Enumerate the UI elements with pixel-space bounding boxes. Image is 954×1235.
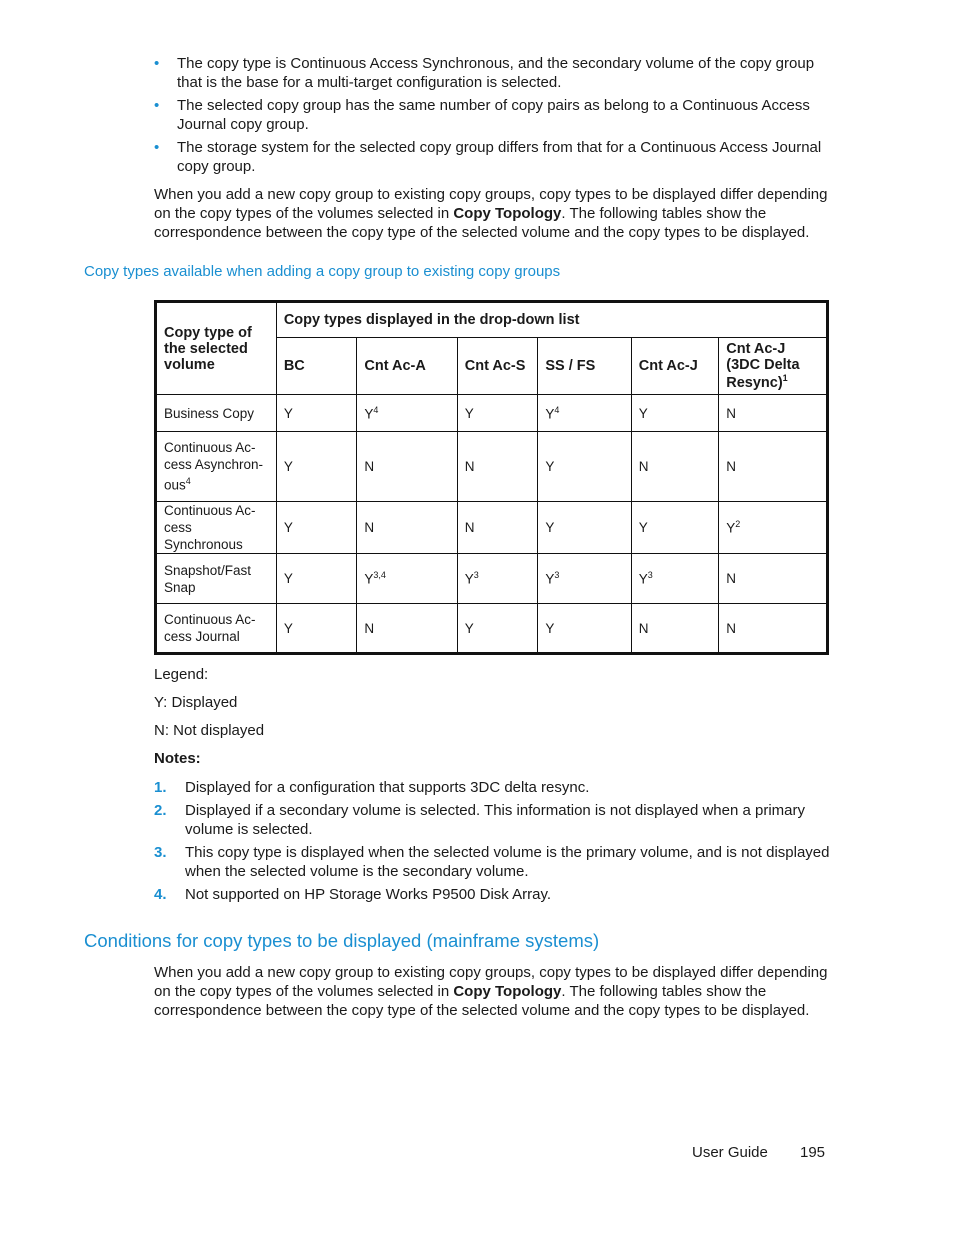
row-label: Continuous Ac-cess Journal	[156, 604, 277, 654]
column-header: Cnt Ac-S	[457, 338, 538, 395]
bullet-list	[154, 54, 834, 180]
table-cell: Y	[276, 502, 357, 554]
section-heading: Conditions for copy types to be displayed (mainframe systems)	[84, 930, 600, 951]
row-label: Continuous Ac-cess Synchronous	[156, 502, 277, 554]
table-cell: Y	[538, 432, 631, 502]
table-cell: Y	[538, 604, 631, 654]
table-cell: Y	[276, 432, 357, 502]
bullet-item: • The storage system for the selected copy group differs from that for a Continuous Access Journal copy group.	[154, 139, 822, 175]
table-cell: Y	[457, 395, 538, 432]
note-item: 2. Displayed if a secondary volume is selected. This information is not displayed when a primary volume is selected.	[154, 802, 806, 838]
footer-guide: User Guide	[692, 1144, 768, 1161]
table-heading: Copy types available when adding a copy group to existing copy groups	[84, 263, 561, 280]
table-cell: N	[357, 604, 457, 654]
note-item: 3. This copy type is displayed when the selected volume is the primary volume, and is not displayed when the selected volume is the secondary volume.	[154, 844, 830, 880]
table-cell: N	[631, 432, 719, 502]
table-cell: N	[631, 604, 719, 654]
table-cell: Y	[276, 554, 357, 604]
table-cell: Y	[276, 395, 357, 432]
note-item: 4. Not supported on HP Storage Works P9500 Disk Array.	[154, 886, 552, 903]
column-header: SS / FS	[538, 338, 631, 395]
corner-header: Copy type of the selected volume	[156, 302, 277, 395]
table-row	[156, 395, 828, 432]
intro-paragraph: When you add a new copy group to existing copy groups, copy types to be displayed differ depending on the copy types of the volumes selected in Copy Topology. The following tables show the correspondence between the copy type of the selected volume and the copy types to be displayed.	[154, 186, 828, 241]
table-row	[156, 502, 828, 554]
table-cell: $Y^4$	[357, 395, 457, 432]
column-header: Cnt Ac-A	[357, 338, 457, 395]
table-cell: N	[719, 395, 828, 432]
legend-y: Y: Displayed	[154, 694, 238, 711]
bullet-icon: •	[154, 55, 160, 72]
table-cell: $Y^3$	[538, 554, 631, 604]
column-header: BC	[276, 338, 357, 395]
table-cell: Y	[538, 502, 631, 554]
table-row	[156, 604, 828, 654]
note-item: 1. Displayed for a configuration that supports 3DC delta resync.	[154, 779, 590, 796]
bullet-icon: •	[154, 139, 160, 156]
column-header: Cnt Ac-J (3DC Delta Resync)$^1$	[719, 338, 828, 395]
table-cell: N	[357, 502, 457, 554]
table-cell: N	[719, 432, 828, 502]
table-cell: N	[457, 432, 538, 502]
row-label: Continuous Ac-cess Asynchron-ous$^4$	[156, 432, 277, 502]
table-cell: $Y^3$	[631, 554, 719, 604]
table-cell: Y	[457, 604, 538, 654]
row-label: Business Copy	[156, 395, 277, 432]
group-header: Copy types displayed in the drop-down list	[276, 302, 827, 338]
legend-title: Legend:	[154, 666, 209, 683]
table-row	[156, 554, 828, 604]
row-label: Snapshot/Fast Snap	[156, 554, 277, 604]
legend	[154, 665, 264, 768]
table-cell: N	[719, 554, 828, 604]
table-cell: N	[719, 604, 828, 654]
table-cell: Y	[631, 395, 719, 432]
notes-title: Notes:	[154, 750, 201, 767]
table-cell: Y	[631, 502, 719, 554]
section-paragraph: When you add a new copy group to existing copy groups, copy types to be displayed differ depending on the copy types of the volumes selected in Copy Topology. The following tables show the correspondence between the copy type of the selected volume and the copy types to be displayed.	[154, 964, 828, 1019]
copy-types-table	[154, 300, 829, 655]
table-cell: Y	[276, 604, 357, 654]
table-cell: N	[457, 502, 538, 554]
table-cell: $Y^2$	[719, 502, 828, 554]
page-number: 195	[800, 1144, 826, 1161]
table-row	[156, 432, 828, 502]
table-cell: Y$^{3,4}$	[357, 554, 457, 604]
legend-n: N: Not displayed	[154, 722, 265, 739]
bullet-item: • The selected copy group has the same number of copy pairs as belong to a Continuous Access Journal copy group.	[154, 97, 810, 133]
column-header: Cnt Ac-J	[631, 338, 719, 395]
table-cell: N	[357, 432, 457, 502]
table-cell: $Y^3$	[457, 554, 538, 604]
notes-list	[154, 778, 834, 908]
bullet-item: • The copy type is Continuous Access Synchronous, and the secondary volume of the copy group that is the base for a multi-target configuration is selected.	[154, 55, 815, 91]
bullet-icon: •	[154, 97, 160, 114]
table-cell: $Y^4$	[538, 395, 631, 432]
